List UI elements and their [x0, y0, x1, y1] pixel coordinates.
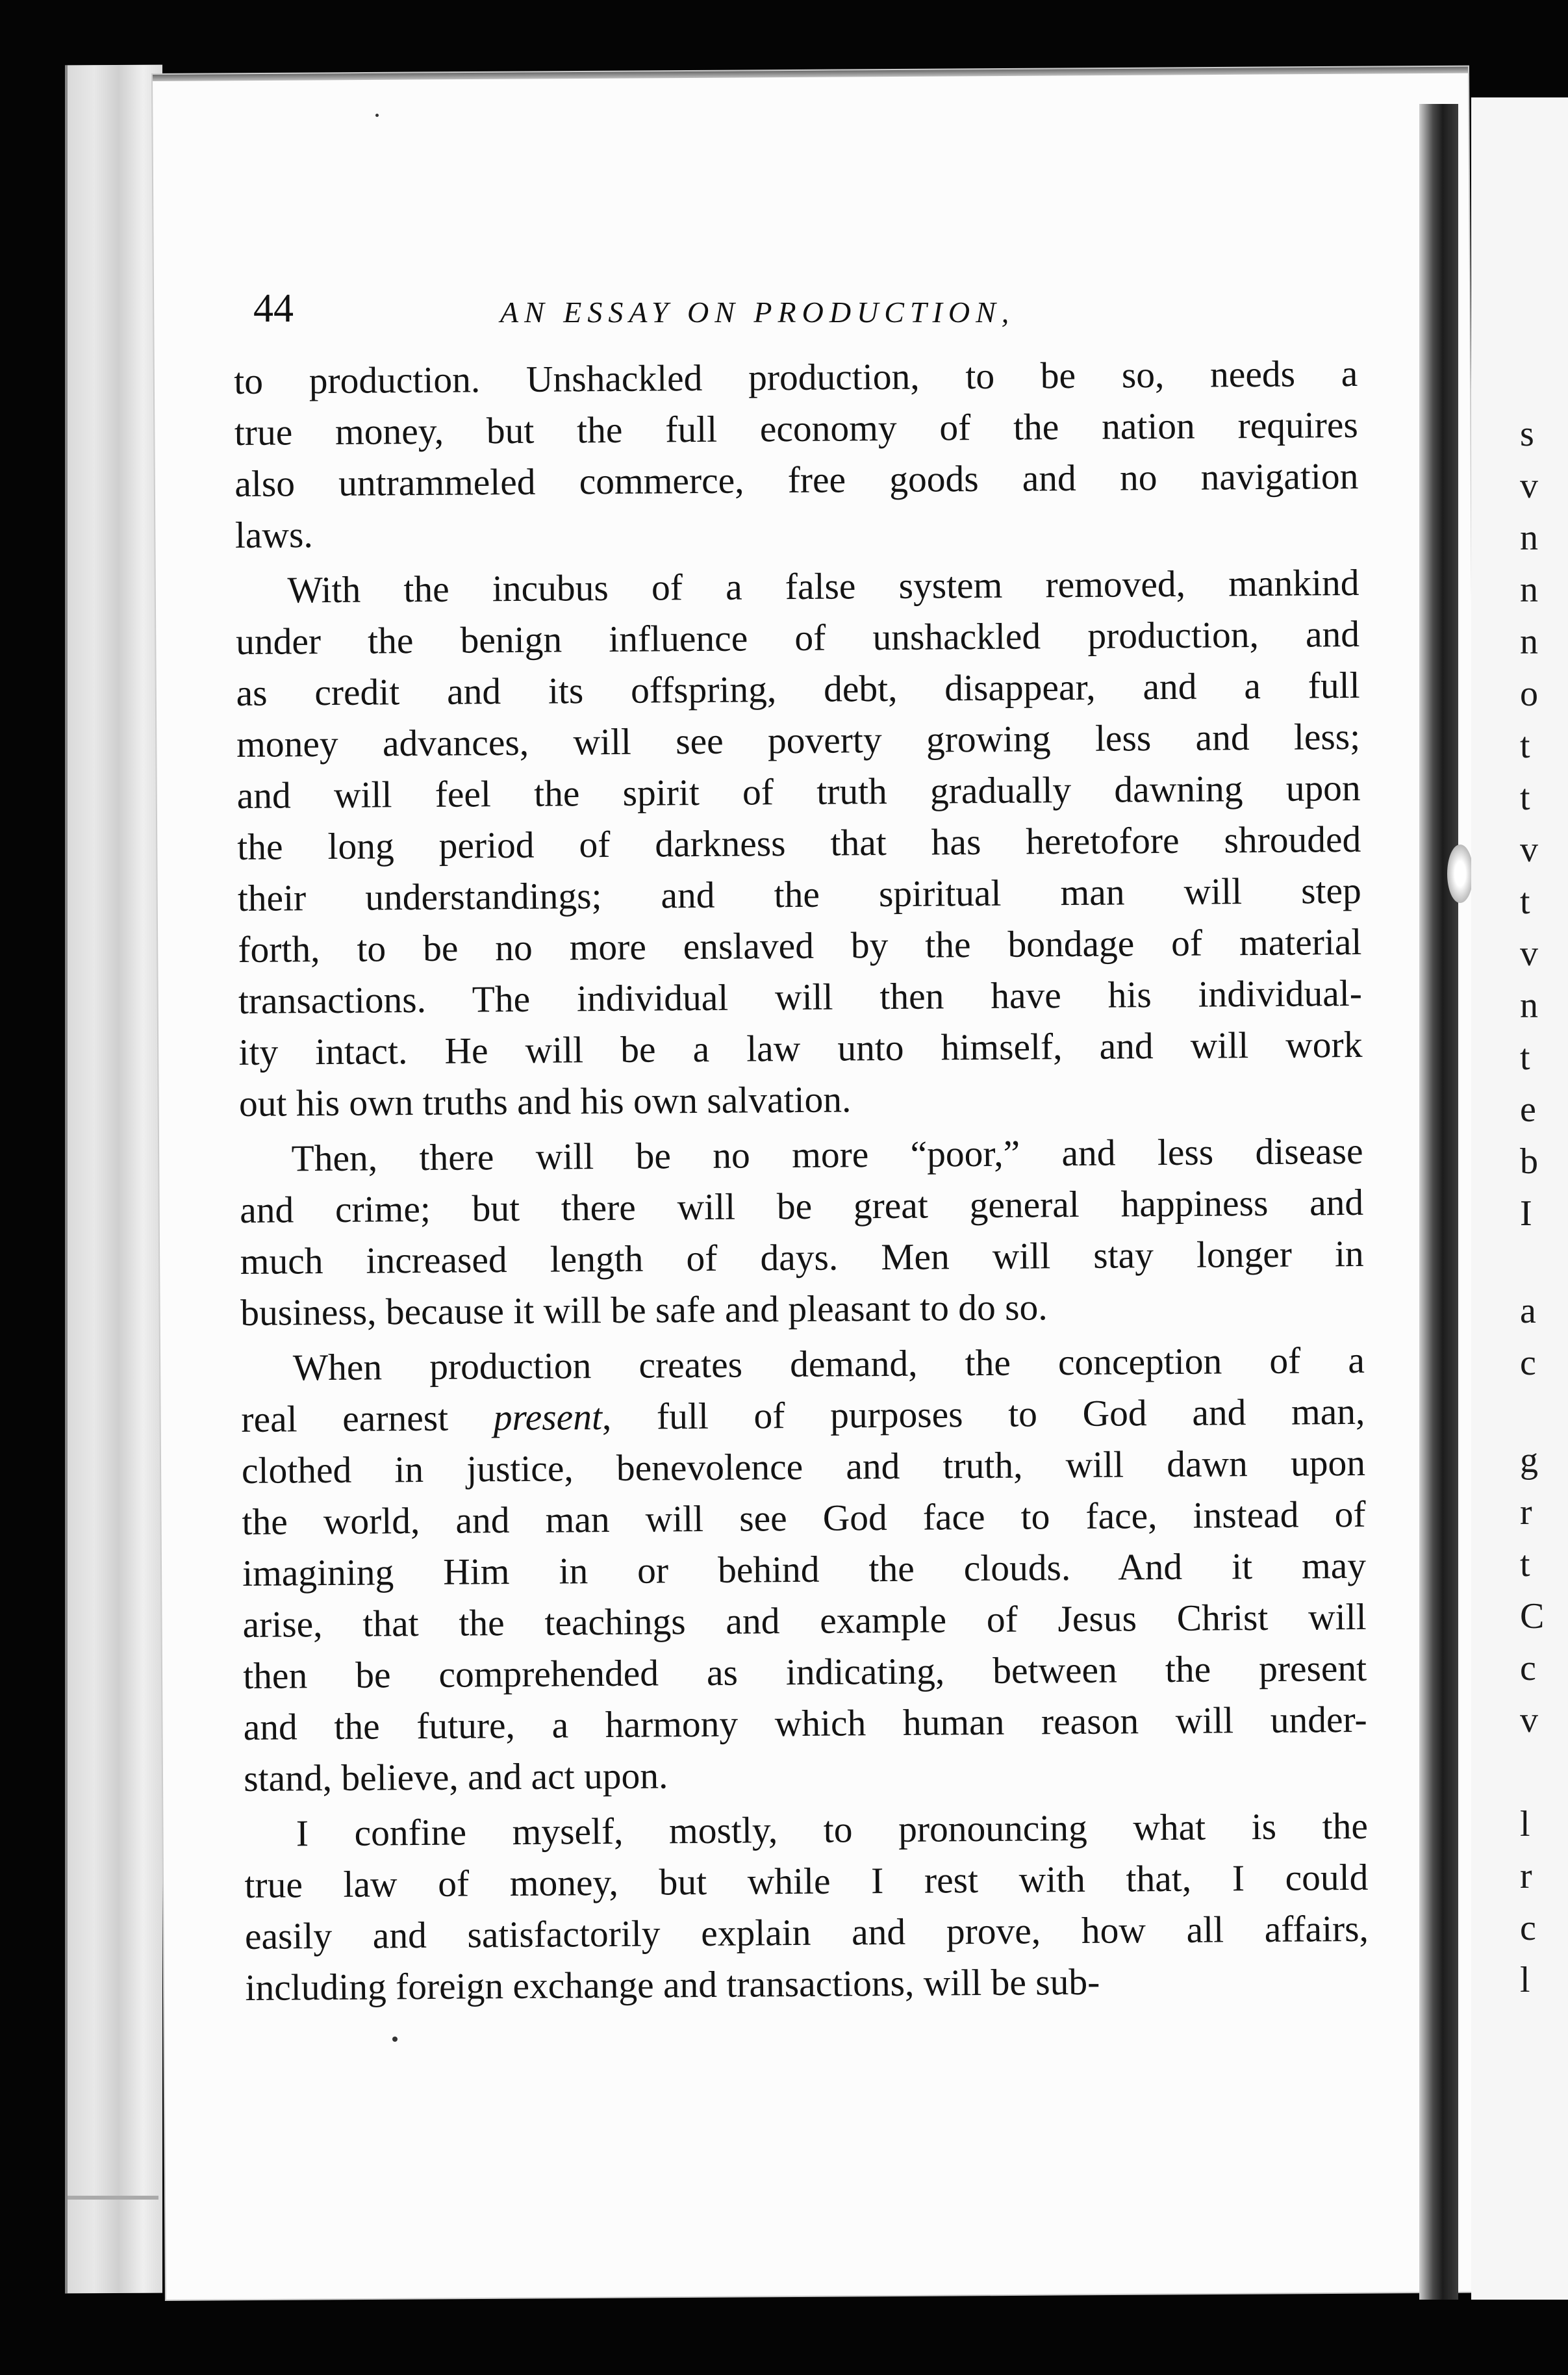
facing-page-letter: s	[1520, 414, 1534, 454]
facing-page-letter: t	[1520, 778, 1530, 818]
text-line: then be comprehended as indicating, between the present	[242, 1647, 1367, 1697]
text-line: transactions. The individual will then have his individual-	[238, 972, 1363, 1022]
page-header	[253, 286, 1306, 338]
text-line: business, because it will be safe and pleasant to do so.	[240, 1287, 1048, 1334]
facing-page-letter: t	[1520, 882, 1530, 922]
text-line: their understandings; and the spiritual man will step	[237, 870, 1362, 919]
facing-page-letter: c	[1520, 1343, 1536, 1383]
facing-page-letter: n	[1520, 985, 1538, 1026]
text-line: easily and satisfactorily explain and prove, how all affairs,	[244, 1908, 1369, 1957]
facing-page-letter: t	[1520, 1544, 1530, 1584]
text-line: When production creates demand, the conception of a	[292, 1340, 1365, 1389]
text-line: I confine myself, mostly, to pronouncing what is the	[296, 1805, 1369, 1855]
text-line: true money, but the full economy of the nation requires	[234, 404, 1359, 453]
text-line: true law of money, but while I rest with that, I could	[244, 1857, 1369, 1906]
text-line: money advances, will see poverty growing less and less;	[236, 716, 1361, 765]
text-line: laws.	[234, 514, 313, 556]
facing-page-letter: v	[1520, 830, 1538, 870]
paragraph-4	[241, 1335, 1368, 1805]
text-line: ity intact. He will be a law unto himself, and will work	[238, 1024, 1363, 1073]
text-line: including foreign exchange and transactions, will be sub-	[245, 1961, 1100, 2009]
text-line: With the incubus of a false system removed, mankind	[287, 562, 1359, 611]
text-line: forth, to be no more enslaved by the bondage of material	[238, 921, 1362, 971]
facing-page-letter: e	[1520, 1089, 1536, 1130]
facing-page-letter: a	[1520, 1291, 1536, 1331]
facing-page-letter: v	[1520, 933, 1538, 974]
binding-mark	[1447, 845, 1473, 903]
facing-page-letter: o	[1520, 674, 1538, 714]
text-line: imagining Him in or behind the clouds. And it may	[242, 1545, 1367, 1594]
text-line: out his own truths and his own salvation.	[238, 1079, 852, 1124]
text-line: to production. Unshackled production, to be so, needs a	[234, 353, 1358, 402]
text-line: and will feel the spirit of truth gradually dawning upon	[236, 767, 1361, 817]
facing-page-letter: r	[1520, 1856, 1532, 1896]
italic-word: present	[493, 1397, 603, 1439]
text-line: the world, and man will see God face to face, instead of	[242, 1493, 1366, 1543]
text-line: as credit and its offspring, debt, disappear, and a full	[236, 665, 1360, 714]
facing-page-letter: c	[1520, 1908, 1536, 1948]
text-line: also untrammeled commerce, free goods and no navigation	[234, 455, 1359, 505]
text-line: Then, there will be no more “poor,” and less disease	[291, 1130, 1363, 1180]
page-top-edge	[153, 67, 1468, 81]
text-line: the long period of darkness that has heretofore shrouded	[237, 819, 1361, 868]
ink-speck	[375, 114, 379, 117]
facing-page-letter: I	[1520, 1193, 1532, 1234]
running-head: AN ESSAY ON PRODUCTION,	[500, 296, 1015, 329]
page-edge-shadow	[68, 2196, 158, 2200]
text-line: stand, believe, and act upon.	[244, 1755, 668, 1799]
facing-page-letter: l	[1520, 1804, 1530, 1844]
facing-page-letter: t	[1520, 1037, 1530, 1078]
facing-page-letter: r	[1520, 1492, 1532, 1532]
facing-page-letter: b	[1520, 1141, 1538, 1182]
text-line: real earnest present, full of purposes to God and man,	[241, 1391, 1365, 1440]
text-line: and the future, a harmony which human reason will under-	[243, 1699, 1367, 1748]
text-line: and crime; but there will be great general happiness and	[239, 1182, 1364, 1231]
facing-page-letter: g	[1520, 1440, 1538, 1480]
page-number: 44	[253, 286, 294, 331]
ink-speck	[392, 2037, 398, 2042]
paragraph-2	[235, 557, 1363, 1130]
facing-page-letter: v	[1520, 1700, 1538, 1740]
facing-page-letter: n	[1520, 622, 1538, 662]
facing-page-letter: n	[1520, 518, 1538, 558]
facing-page-letter: t	[1520, 726, 1530, 766]
facing-page-letter: C	[1520, 1596, 1545, 1636]
facing-page-letter: v	[1520, 466, 1538, 506]
text-line: arise, that the teachings and example of Jesus Christ will	[242, 1596, 1367, 1645]
facing-page-letter: l	[1520, 1960, 1530, 2000]
paragraph-3	[239, 1126, 1364, 1339]
text-line: under the benign influence of unshackled production, and	[235, 613, 1360, 663]
text-line: much increased length of days. Men will stay longer in	[240, 1233, 1364, 1282]
paragraph-5	[244, 1801, 1369, 2014]
facing-page-letter: c	[1520, 1648, 1536, 1688]
facing-page-letter: n	[1520, 570, 1538, 610]
text-line: clothed in justice, benevolence and truth, will dawn upon	[241, 1442, 1366, 1492]
paragraph-1	[234, 348, 1359, 561]
book-page-edges	[65, 65, 162, 2294]
body-text	[234, 348, 1369, 2014]
book-binding-gutter	[1419, 104, 1458, 2300]
